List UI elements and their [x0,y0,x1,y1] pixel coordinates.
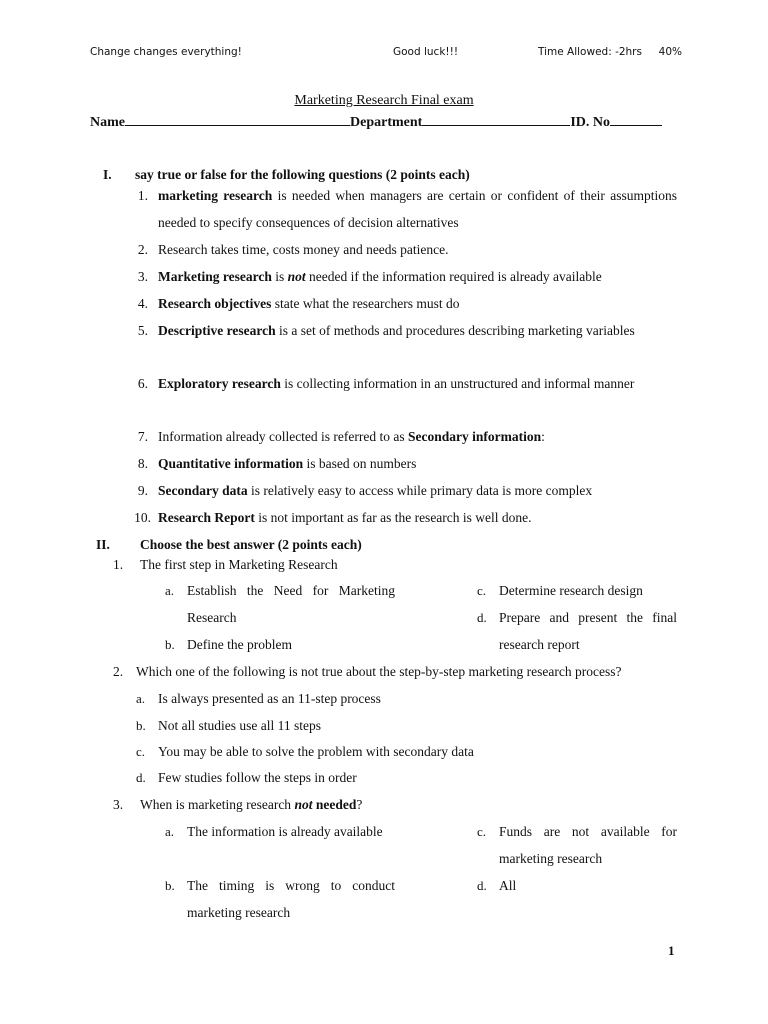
page-number: 1 [668,943,675,958]
mc-q2-option-b[interactable]: Not all studies use all 11 steps [158,718,321,733]
tf-item-1-number: 1. [137,188,148,203]
tf-item-4-term: Research objectives [158,296,272,311]
mc-q1-option-a-letter: a. [165,583,175,598]
mc-q1-number: 1. [113,557,124,572]
section-1-number: I. [103,167,112,182]
mc-q2-option-b-letter: b. [136,718,146,733]
section-2-number: II. [96,537,110,552]
header-slogan: Change changes everything! [90,46,242,58]
tf-item-3-mid: is [271,269,288,284]
mc-q3-option-b[interactable]: The timing is wrong to conduct marketing research [187,878,395,920]
tf-item-1 [158,182,677,236]
tf-item-9-number: 9. [137,483,148,498]
tf-item-5 [158,317,677,344]
name-blank[interactable] [125,113,350,126]
mc-q2-option-d[interactable]: Few studies follow the steps in order [158,770,357,785]
tf-item-10-term: Research Report [158,510,255,525]
section-2-title: Choose the best answer (2 points each) [140,537,362,552]
mc-q3-option-a[interactable]: The information is already available [187,824,383,839]
tf-item-6 [158,370,677,397]
tf-item-2: Research takes time, costs money and needs patience. [158,242,449,257]
mc-q1-option-d-letter: d. [477,610,487,625]
mc-q2-option-a-letter: a. [136,691,146,706]
tf-item-10 [158,504,532,531]
tf-item-9 [158,477,592,504]
tf-item-3-text: needed if the information required is already available [305,269,602,284]
mc-q3-text [140,791,362,818]
tf-item-3-emphasis: not [287,269,306,284]
tf-item-8-term: Quantitative information [158,456,304,471]
mc-q2-option-c-letter: c. [136,744,146,759]
tf-item-7 [158,423,545,450]
department-label: Department [350,115,423,130]
mc-q1-option-a[interactable]: Establish the Need for Marketing Research [187,583,395,625]
exam-title: Marketing Research Final exam [294,93,474,108]
name-label: Name [90,115,125,130]
tf-item-3-number: 3. [137,269,148,284]
mc-q3-option-b-letter: b. [165,878,175,893]
id-blank[interactable] [610,113,662,126]
tf-item-4-text: state what the researchers must do [271,296,460,311]
mc-q1-option-b[interactable]: Define the problem [187,637,292,652]
mc-q3-option-c-letter: c. [477,824,487,839]
tf-item-7-colon: : [541,429,545,444]
mc-q2-option-c[interactable]: You may be able to solve the problem with secondary data [158,744,474,759]
page-header [90,46,683,62]
student-info-line [90,113,678,131]
tf-item-9-term: Secondary data [158,483,248,498]
mc-q3-number: 3. [113,797,124,812]
tf-item-8 [158,450,416,477]
mc-q3-option-c[interactable]: Funds are not available for marketing research [499,824,677,866]
mc-q2-option-d-letter: d. [136,770,146,785]
id-label: ID. No [570,115,610,130]
tf-item-5-term: Descriptive research [158,323,276,338]
mc-q1-option-d[interactable]: Prepare and present the final research report [499,610,677,652]
mc-q2-text: Which one of the following is not true about the step-by-step marketing research process? [136,664,622,679]
mc-q1-text: The first step in Marketing Research [140,557,338,572]
tf-item-5-number: 5. [137,323,148,338]
tf-item-6-number: 6. [137,376,148,391]
mc-q3-option-a-letter: a. [165,824,175,839]
tf-item-8-number: 8. [137,456,148,471]
mc-q3-option-d-letter: d. [477,878,487,893]
tf-item-2-number: 2. [137,242,148,257]
mc-q2-number: 2. [113,664,124,679]
mc-q1-option-c[interactable]: Determine research design [499,583,643,598]
tf-item-3-term: Marketing research [158,269,272,284]
mc-q3-option-d[interactable]: All [499,878,517,893]
tf-item-7-term: Secondary information [408,429,542,444]
mc-q3-emphasis: not [294,797,313,812]
tf-item-3 [158,263,602,290]
tf-item-4-number: 4. [137,296,148,311]
tf-item-5-text: is a set of methods and procedures describing marketing variables [275,323,635,338]
tf-item-10-text: is not important as far as the research is well done. [254,510,532,525]
mc-q2-option-a[interactable]: Is always presented as an 11-step process [158,691,381,706]
department-blank[interactable] [422,113,570,126]
tf-item-7-text: Information already collected is referred to as [158,429,409,444]
mc-q1-option-c-letter: c. [477,583,487,598]
tf-item-10-number: 10. [134,510,151,525]
mc-q3-question-mark: ? [356,797,363,812]
tf-item-7-number: 7. [137,429,148,444]
tf-item-9-text: is relatively easy to access while primary data is more complex [247,483,593,498]
tf-item-6-text: is collecting information in an unstructured and informal manner [280,376,635,391]
mc-q3-text-start: When is marketing research [140,797,295,812]
section-1-title: say true or false for the following questions (2 points each) [135,167,470,182]
tf-item-4 [158,290,460,317]
mc-q1-option-b-letter: b. [165,637,175,652]
tf-item-1-text: is needed when managers are certain or confident of their assumptions needed to specify consequences of decision alternatives [158,188,677,230]
tf-item-6-term: Exploratory research [158,376,281,391]
header-time-allowed: Time Allowed: -2hrs 40% [538,46,683,58]
mc-q3-needed: needed [312,797,357,812]
tf-item-1-term: marketing research [158,188,273,203]
tf-item-8-text: is based on numbers [303,456,417,471]
header-good-luck: Good luck!!! [393,46,459,58]
